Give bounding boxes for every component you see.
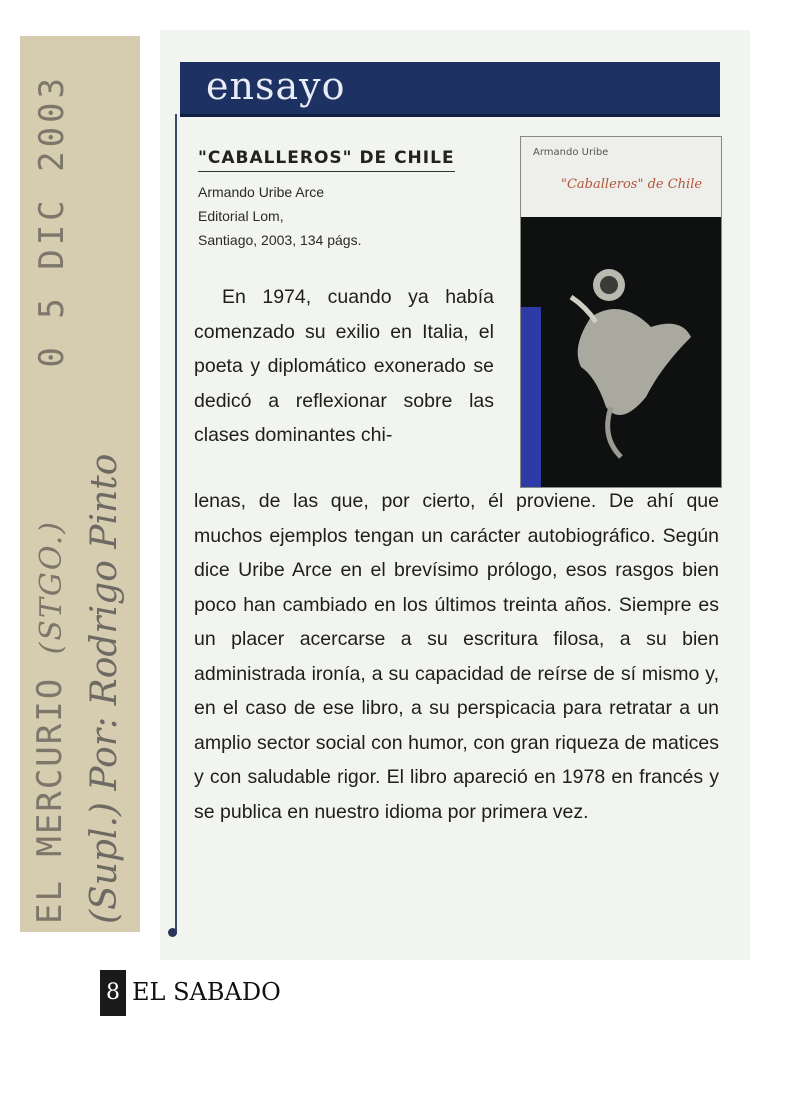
clipping-source-line xyxy=(30,520,70,924)
book-details xyxy=(198,180,498,252)
end-dot xyxy=(168,928,177,937)
book-author: Armando Uribe Arce xyxy=(198,184,325,200)
page-number: 8 xyxy=(100,970,126,1016)
book-cover-image xyxy=(520,136,722,488)
clipping-stamp xyxy=(20,44,140,924)
clipping-handwritten-note: (Supl.) Por: Rodrigo Pinto xyxy=(84,453,125,924)
book-place-year-pages: Santiago, 2003, 134 págs. xyxy=(198,232,362,248)
cover-author: Armando Uribe xyxy=(533,147,609,158)
column-rule xyxy=(175,114,177,934)
cover-header xyxy=(521,137,721,217)
section-header xyxy=(180,62,720,117)
article-text-bottom: lenas, de las que, por cierto, él proviene. De ahí que muchos ejemplos tengan un carácter autobiográfico. Según dice Uribe Arce en el brevísimo prólogo, esos rasgos bien poco han cambiado en los últimos treinta años. Siempre es un placer acercarse a su escritura filosa, a su bien administrada ironía, a su capacidad de reírse de sí mismo y, en el caso de ese libro, a su perspicacia para retratar a un amplio sector social con humor, con gran riqueza de matices y con saludable rigor. El libro apareció en 1978 en francés y se publica en nuestro idioma por primera vez. xyxy=(194,490,719,823)
clipping-source: EL MERCURIO xyxy=(30,676,70,924)
article-text-top: En 1974, cuando ya había comenzado su exilio en Italia, el poeta y diplomático exonerado se dedicó a reflexionar sobre las clases dominantes chi- xyxy=(194,286,494,446)
clipping-date: 0 5 DIC 2003 xyxy=(32,74,72,368)
section-title: ensayo xyxy=(206,64,346,108)
article-paragraph-top xyxy=(194,280,494,453)
cover-figure-illustration xyxy=(551,257,711,467)
cover-blue-band xyxy=(521,307,541,487)
article-paragraph-bottom xyxy=(194,484,719,829)
cover-title: "Caballeros" de Chile xyxy=(561,177,703,192)
magazine-name: EL SABADO xyxy=(132,978,281,1006)
book-title: "CABALLEROS" DE CHILE xyxy=(198,148,455,172)
clipping-edition: (STGO.) xyxy=(34,520,69,655)
book-publisher: Editorial Lom, xyxy=(198,208,284,224)
